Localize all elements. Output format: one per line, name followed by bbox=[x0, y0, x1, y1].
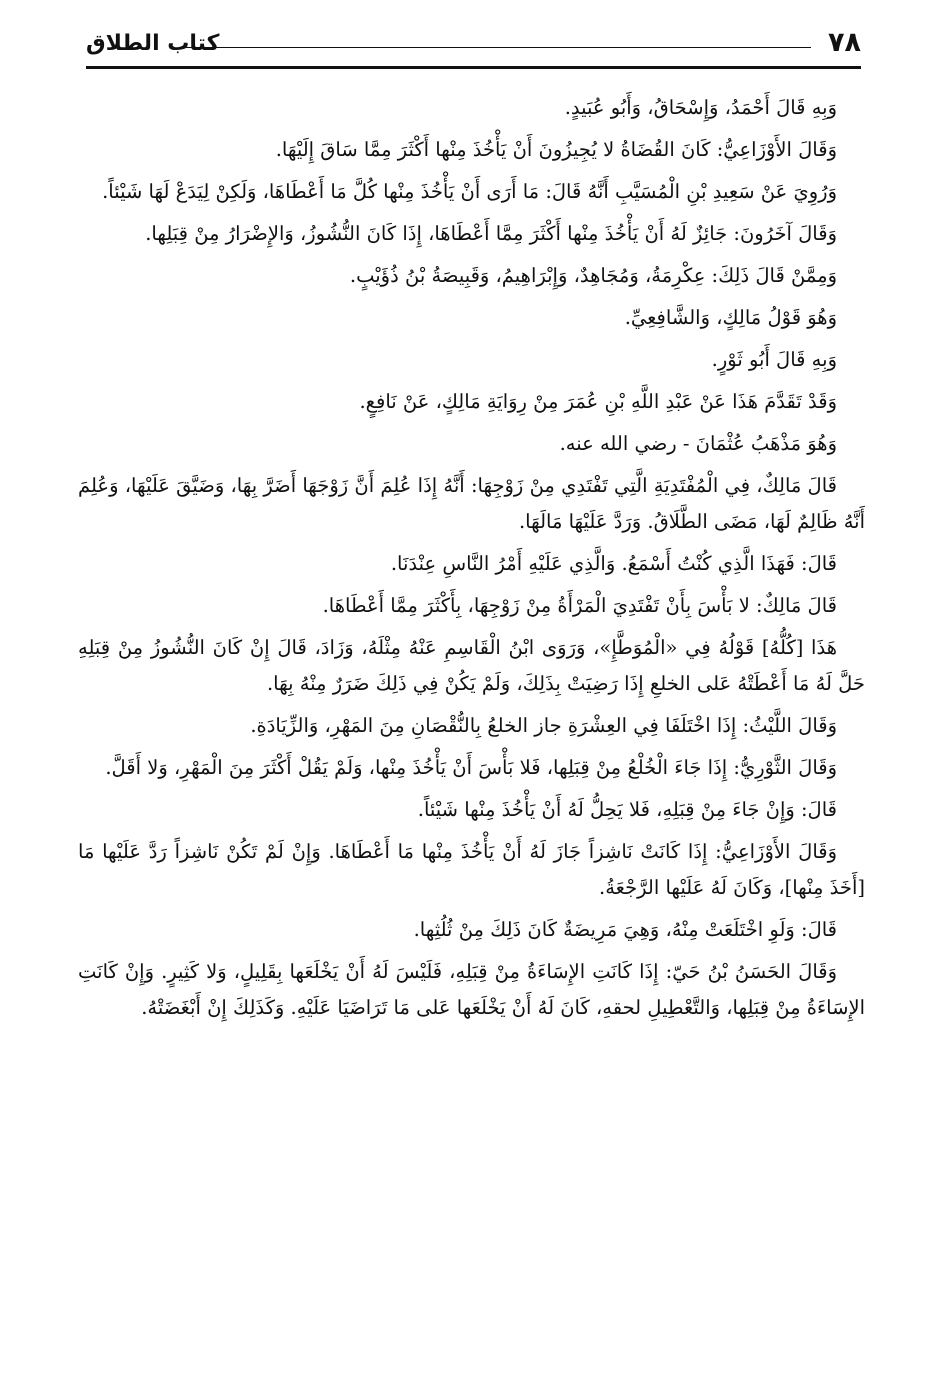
paragraph: وَقَالَ الحَسَنُ بْنُ حَيّ: إِذَا كَانَتِ الإِسَاءَةُ مِنْ قِبَلِهِ، فَلَيْسَ لَهُ أَنْ يَخْلَعَها بِقَلِيلٍ، وَلا كَثِيرٍ. وَإِنْ كَانَتِ الإِسَاءَةُ مِنْ قِبَلِها، وَالتَّعْطِيلِ لحقهِ، كَانَ لَهُ أَنْ يَخْلَعَها عَلى مَا تَرَاضَيَا عَلَيْهِ. وَكَذَلِكَ إِنْ أَبْغَضَتْهُ. bbox=[78, 960, 865, 1019]
paragraph: وَقَالَ الثَّوْرِيُّ: إِذَا جَاءَ الْخُلْعُ مِنْ قِبَلِها، فَلا بَأْسَ أَنْ يَأْخُذَ مِنْها، وَلَمْ يَقُلْ أَكْثَرَ مِنَ الْمَهْرِ، وَلا أَقَلَّ. bbox=[105, 756, 837, 779]
paragraph: وَقَدْ تَقَدَّمَ هَذَا عَنْ عَبْدِ اللَّهِ بْنِ عُمَرَ مِنْ رِوَايَةِ مَالِكٍ، عَنْ نَافِعٍ. bbox=[359, 390, 837, 413]
paragraph: وَقَالَ آخَرُونَ: جَائِزٌ لَهُ أَنْ يَأْخُذَ مِنْها أَكْثَرَ مِمَّا أَعْطَاهَا، إِذَا كَانَ النُّشُوزُ، وَالإِضْرَارُ مِنْ قِبَلِها. bbox=[145, 222, 837, 245]
paragraph: وَقَالَ الأَوْزَاعِيُّ: إِذَا كَانَتْ نَاشِزاً جَازَ لَهُ أَنْ يَأْخُذَ مِنْها مَا أَعْطَاهَا. وَإِنْ لَمْ تَكُنْ نَاشِزاً رَدَّ عَلَيْها مَا [أَخَذَ مِنْها]، وَكَانَ لَهُ عَلَيْها الرَّجْعَةُ. bbox=[78, 840, 865, 899]
paragraph: وَبِهِ قَالَ أَبُو ثَوْرٍ. bbox=[711, 348, 837, 371]
paragraph: قَالَ: فَهَذَا الَّذِي كُنْتُ أَسْمَعُ. وَالَّذِي عَلَيْهِ أَمْرُ النَّاسِ عِنْدَنَا. bbox=[390, 552, 837, 575]
header-rule bbox=[186, 47, 811, 48]
book-title: كتاب الطلاق bbox=[86, 31, 220, 56]
paragraph: وَقَالَ الأَوْزَاعِيُّ: كَانَ القُضَاةُ لا يُجِيزُونَ أَنْ يَأْخُذَ مِنْها أَكْثَرَ مِمَّا سَاقَ إِلَيْهَا. bbox=[275, 138, 837, 161]
paragraph: وَمِمَّنْ قَالَ ذَلِكَ: عِكْرِمَةُ، وَمُجَاهِدٌ، وَإِبْرَاهِيمُ، وَقَبِيصَةُ بْنُ ذُؤَيْبٍ. bbox=[349, 264, 837, 287]
paragraph: هَذَا [كُلُّهُ] قَوْلُهُ فِي «الْمُوَطَّإِ»، وَرَوَى ابْنُ الْقَاسِمِ عَنْهُ مِثْلَهُ، وَزَادَ، قَالَ إِنْ كَانَ النُّشُوزُ مِنْ قِبَلِهِ حَلَّ لَهُ مَا أَعْطَتْهُ عَلى الخلعِ إِذَا رَضِيَتْ بِذَلِكَ، وَلَمْ يَكُنْ فِي ذَلِكَ ضَرَرٌ مِنْهُ بِهَا. bbox=[78, 636, 865, 695]
paragraph: قَالَ مَالِكٌ: لا بَأْسَ بِأَنْ تَفْتَدِيَ الْمَرْأَةُ مِنْ زَوْجِهَا، بِأَكْثَرَ مِمَّا أَعْطَاهَا. bbox=[322, 594, 837, 617]
page-number: ٧٨ bbox=[828, 27, 861, 58]
page-header bbox=[86, 22, 861, 69]
body-text bbox=[78, 90, 865, 1032]
paragraph: وَرُوِيَ عَنْ سَعِيدِ بْنِ الْمُسَيَّبِ أَنَّهُ قَالَ: مَا أَرَى أَنْ يَأْخُذَ مِنْها كُلَّ مَا أَعْطَاهَا، وَلَكِنْ لِيَدَعْ لَهَا شَيْئاً. bbox=[102, 180, 837, 203]
paragraph: وَهُوَ قَوْلُ مَالِكٍ، وَالشَّافِعِيِّ. bbox=[624, 306, 837, 329]
paragraph: قَالَ مَالِكٌ، فِي الْمُفْتَدِيَةِ الَّتِي تَفْتَدِي مِنْ زَوْجِهَا: أَنَّهُ إِذَا عُلِمَ أَنَّ زَوْجَهَا أَضَرَّ بِهَا، وَضَيَّقَ عَلَيْهَا، وَعُلِمَ أَنَّهُ ظَالِمٌ لَهَا، مَضَى الطَّلَاقُ. وَرَدَّ عَلَيْهَا مَالَهَا. bbox=[78, 474, 865, 533]
paragraph: وَقَالَ اللَّيْثُ: إِذَا اخْتَلَفَا فِي العِشْرَةِ جاز الخلعُ بِالنُّقْصَانِ مِنَ المَهْرِ، وَالزِّيَادَةِ. bbox=[250, 714, 837, 737]
paragraph: قَالَ: وَلَوِ اخْتَلَعَتْ مِنْهُ، وَهِيَ مَرِيضَةٌ كَانَ ذَلِكَ مِنْ ثُلُثِها. bbox=[413, 918, 837, 941]
paragraph: وَهُوَ مَذْهَبُ عُثْمَانَ - رضي الله عنه. bbox=[559, 432, 837, 455]
paragraph: وَبِهِ قَالَ أَحْمَدُ، وَإِسْحَاقُ، وَأَبُو عُبَيدٍ. bbox=[564, 96, 837, 119]
paragraph: قَالَ: وَإِنْ جَاءَ مِنْ قِبَلِهِ، فَلا يَحِلُّ لَهُ أَنْ يَأْخُذَ مِنْها شَيْئاً. bbox=[417, 798, 837, 821]
